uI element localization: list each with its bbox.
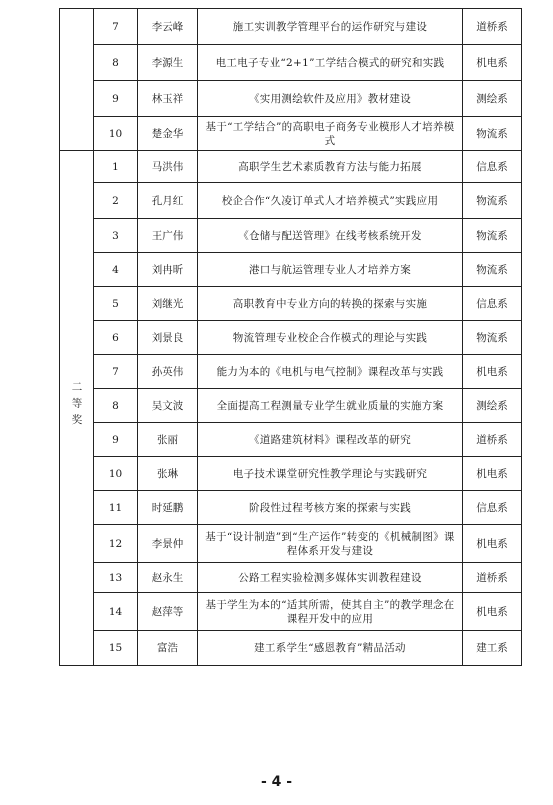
department: 道桥系 [463,9,522,45]
table-row [60,151,522,183]
row-number: 11 [94,491,138,525]
project-title: 电子技术课堂研究性教学理论与实践研究 [198,457,463,491]
table-row [60,525,522,563]
department: 建工系 [463,631,522,666]
department: 物流系 [463,321,522,355]
table-row [60,389,522,423]
row-number: 4 [94,253,138,287]
project-title: 施工实训教学管理平台的运作研究与建设 [198,9,463,45]
author-name: 刘冉昕 [138,253,198,287]
author-name: 李云峰 [138,9,198,45]
department: 信息系 [463,151,522,183]
row-number: 1 [94,151,138,183]
department: 物流系 [463,183,522,219]
project-title: 基于“工学结合”的高职电子商务专业模形人才培养模式 [198,117,463,151]
author-name: 林玉祥 [138,81,198,117]
grade-cell-empty [60,9,94,151]
author-name: 马洪伟 [138,151,198,183]
author-name: 时延鹏 [138,491,198,525]
row-number: 8 [94,45,138,81]
project-title: 《实用测绘软件及应用》教材建设 [198,81,463,117]
project-title: 电工电子专业“2+1”工学结合模式的研究和实践 [198,45,463,81]
row-number: 6 [94,321,138,355]
row-number: 14 [94,593,138,631]
table-row [60,491,522,525]
table-row [60,9,522,45]
row-number: 8 [94,389,138,423]
author-name: 李源生 [138,45,198,81]
project-title: 基于“设计制造”到“生产运作”转变的《机械制图》课程体系开发与建设 [198,525,463,563]
table-row [60,457,522,491]
row-number: 13 [94,563,138,593]
department: 道桥系 [463,563,522,593]
row-number: 7 [94,9,138,45]
project-title: 基于学生为本的“适其所需，使其自主”的教学理念在课程开发中的应用 [198,593,463,631]
table-row [60,183,522,219]
page-number: - 4 - [260,774,293,790]
department: 物流系 [463,117,522,151]
project-title: 《仓储与配送管理》在线考核系统开发 [198,219,463,253]
table-row [60,287,522,321]
department: 物流系 [463,253,522,287]
department: 机电系 [463,457,522,491]
table-row [60,321,522,355]
department: 信息系 [463,491,522,525]
department: 道桥系 [463,423,522,457]
row-number: 10 [94,457,138,491]
row-number: 12 [94,525,138,563]
author-name: 张丽 [138,423,198,457]
project-title: 全面提高工程测量专业学生就业质量的实施方案 [198,389,463,423]
table-row [60,117,522,151]
table-row [60,593,522,631]
author-name: 楚金华 [138,117,198,151]
department: 测绘系 [463,81,522,117]
author-name: 刘继光 [138,287,198,321]
table-row [60,81,522,117]
author-name: 孙英伟 [138,355,198,389]
department: 机电系 [463,525,522,563]
row-number: 9 [94,423,138,457]
project-title: 公路工程实验检测多媒体实训教程建设 [198,563,463,593]
table-row [60,631,522,666]
row-number: 7 [94,355,138,389]
project-title: 物流管理专业校企合作模式的理论与实践 [198,321,463,355]
project-title: 建工系学生“感恩教育”精品活动 [198,631,463,666]
project-title: 港口与航运管理专业人才培养方案 [198,253,463,287]
table-row [60,253,522,287]
grade-cell [60,151,94,666]
department: 物流系 [463,219,522,253]
author-name: 张琳 [138,457,198,491]
project-title: 高职教育中专业方向的转换的探索与实施 [198,287,463,321]
project-title: 阶段性过程考核方案的探索与实践 [198,491,463,525]
table-row [60,355,522,389]
author-name: 李景仲 [138,525,198,563]
department: 机电系 [463,45,522,81]
author-name: 刘景良 [138,321,198,355]
table-row [60,219,522,253]
department: 机电系 [463,355,522,389]
author-name: 赵萍等 [138,593,198,631]
row-number: 10 [94,117,138,151]
department: 测绘系 [463,389,522,423]
project-title: 高职学生艺术素质教育方法与能力拓展 [198,151,463,183]
project-title: 《道路建筑材料》课程改革的研究 [198,423,463,457]
row-number: 5 [94,287,138,321]
awards-table [59,8,522,666]
project-title: 能力为本的《电机与电气控制》课程改革与实践 [198,355,463,389]
row-number: 3 [94,219,138,253]
author-name: 富浩 [138,631,198,666]
table-row [60,45,522,81]
table-row [60,423,522,457]
author-name: 赵永生 [138,563,198,593]
row-number: 2 [94,183,138,219]
grade-label: 二等奖 [70,381,83,431]
department: 机电系 [463,593,522,631]
department: 信息系 [463,287,522,321]
row-number: 15 [94,631,138,666]
table-row [60,563,522,593]
row-number: 9 [94,81,138,117]
author-name: 王广伟 [138,219,198,253]
project-title: 校企合作“久凌订单式人才培养模式”实践应用 [198,183,463,219]
author-name: 吴文波 [138,389,198,423]
author-name: 孔月红 [138,183,198,219]
